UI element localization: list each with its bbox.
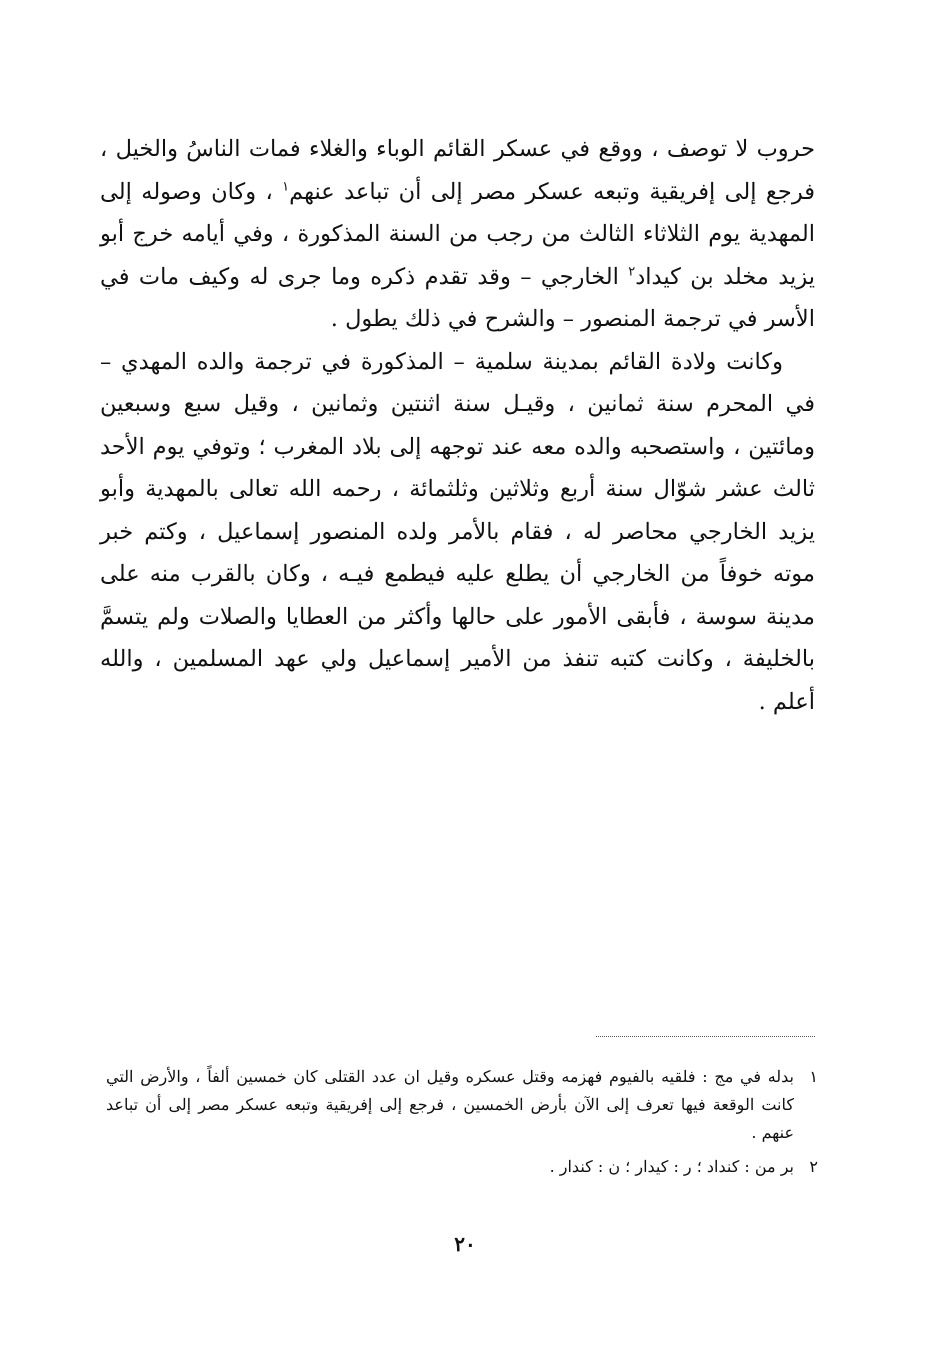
footnote-separator: [596, 1036, 815, 1037]
paragraph-1-part-1: حروب لا توصف ، ووقع في عسكر القائم الوباء والغلاء فمات الناسُ والخيل ، فرجع إلى إفريقية وتبعه عسكر مصر إلى أن تباعد عنهم: [100, 136, 815, 205]
footnote-2: [106, 1153, 818, 1181]
footnotes: [106, 1063, 818, 1187]
footnote-1-text: بدله في مج : فلقيه بالفيوم فهزمه وقتل عسكره وقيل ان عدد القتلى كان خمسين ألفاً ، والأرض التي كانت الوقعة فيها تعرف إلى الآن بأرض الخمسين ، فرجع إلى إفريقية وتبعه عسكر مصر إلى أن تباعد عنهم .: [106, 1067, 795, 1142]
paragraph-1-part-2: ، وكان وصوله إلى المهدية يوم الثلاثاء الثالث من رجب من السنة المذكورة ، وفي أيامه خرج أبو يزيد مخلد بن كيداد: [100, 178, 815, 290]
paragraph-1: [100, 128, 815, 341]
footnote-2-number: ٢: [809, 1157, 818, 1176]
page-number: ٢٠: [454, 1232, 476, 1256]
footnote-ref-2: ٢: [628, 264, 636, 279]
footnote-1: [106, 1063, 818, 1147]
paragraph-1-part-3: الخارجي – وقد تقدم ذكره وما جرى له وكيف مات في الأسر في ترجمة المنصور – والشرح في ذلك يطول .: [100, 263, 815, 332]
main-text: [100, 128, 815, 723]
footnote-ref-1: ١: [282, 179, 290, 194]
paragraph-2: وكانت ولادة القائم بمدينة سلمية – المذكورة في ترجمة والده المهدي – في المحرم سنة ثمانين ، وقيـل سنة اثنتين وثمانين ، وقيل سبع وسبعين ومائتين ، واستصحبه والده معه عند توجهه إلى بلاد المغرب ؛ وتوفي يوم الأحد ثالث عشر شوّال سنة أربع وثلاثين وثلثمائة ، رحمه الله تعالى بالمهدية وأبو يزيد الخارجي محاصر له ، فقام بالأمر ولده المنصور إسماعيل ، وكتم خبر موته خوفاً من الخارجي أن يطلع عليه فيطمع فيـه ، وكان بالقرب منه على مدينة سوسة ، فأبقى الأمور على حالها وأكثر من العطايا والصلات ولم يتسمَّ بالخليفة ، وكانت كتبه تنفذ من الأمير إسماعيل ولي عهد المسلمين ، والله أعلم .: [100, 348, 815, 715]
footnote-2-text: بر من : كنداد ؛ ر : كيدار ؛ ن : كندار .: [549, 1157, 794, 1176]
footnote-1-number: ١: [809, 1067, 818, 1086]
